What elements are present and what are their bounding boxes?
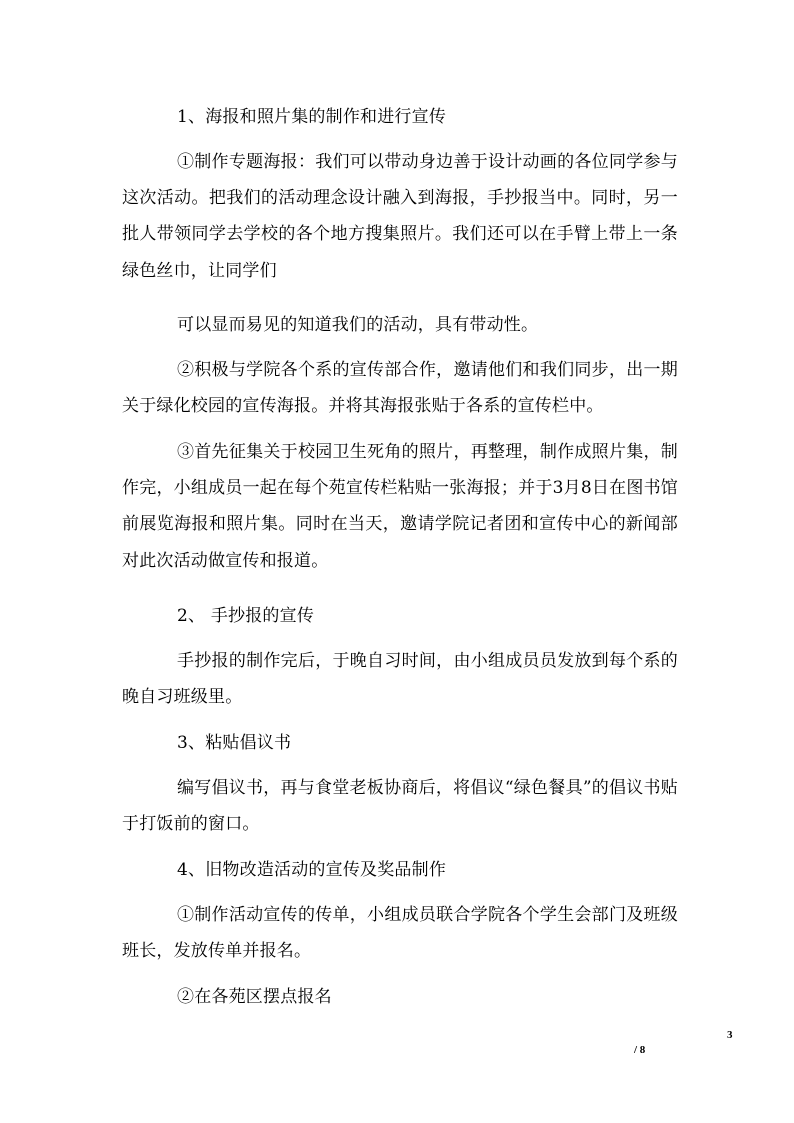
paragraph-cooperation: ②积极与学院各个系的宣传部合作，邀请他们和我们同步，出一期关于绿化校园的宣传海报。并将其海报张贴于各系的宣传栏中。 — [122, 360, 678, 417]
page-number: 3 — [727, 1029, 733, 1041]
heading-2: 2、 手抄报的宣传 — [177, 606, 315, 626]
paragraph-poster-cont: 可以显而易见的知道我们的活动，具有带动性。 — [177, 315, 539, 335]
paragraph-proposal: 编写倡议书，再与食堂老板协商后，将倡议“绿色餐具”的倡议书贴于打饭前的窗口。 — [122, 778, 678, 835]
page-total: / 8 — [634, 1044, 646, 1056]
heading-4: 4、旧物改造活动的宣传及奖品制作 — [177, 860, 447, 880]
paragraph-registration: ②在各苑区摆点报名 — [177, 987, 332, 1007]
paragraph-photo-collection: ③首先征集关于校园卫生死角的照片，再整理，制作成照片集，制作完，小组成员一起在每个苑宣传栏粘贴一张海报；并于3月8日在图书馆前展览海报和照片集。同时在当天，邀请学院记者团和宣传中心的新闻部对此次活动做宣传和报道。 — [122, 442, 678, 571]
paragraph-flyers: ①制作活动宣传的传单，小组成员联合学院各个学生会部门及班级班长，发放传单并报名。 — [122, 905, 678, 962]
paragraph-poster: ①制作专题海报：我们可以带动身边善于设计动画的各位同学参与这次活动。把我们的活动理念设计融入到海报，手抄报当中。同时，另一批人带领同学去学校的各个地方搜集照片。我们还可以在手臂上带上一条绿色丝巾，让同学们 — [122, 152, 678, 281]
paragraph-handwritten-paper: 手抄报的制作完后，于晚自习时间，由小组成员员发放到每个系的晚自习班级里。 — [122, 651, 678, 708]
heading-1: 1、海报和照片集的制作和进行宣传 — [177, 107, 447, 127]
heading-3: 3、粘贴倡议书 — [177, 733, 292, 753]
